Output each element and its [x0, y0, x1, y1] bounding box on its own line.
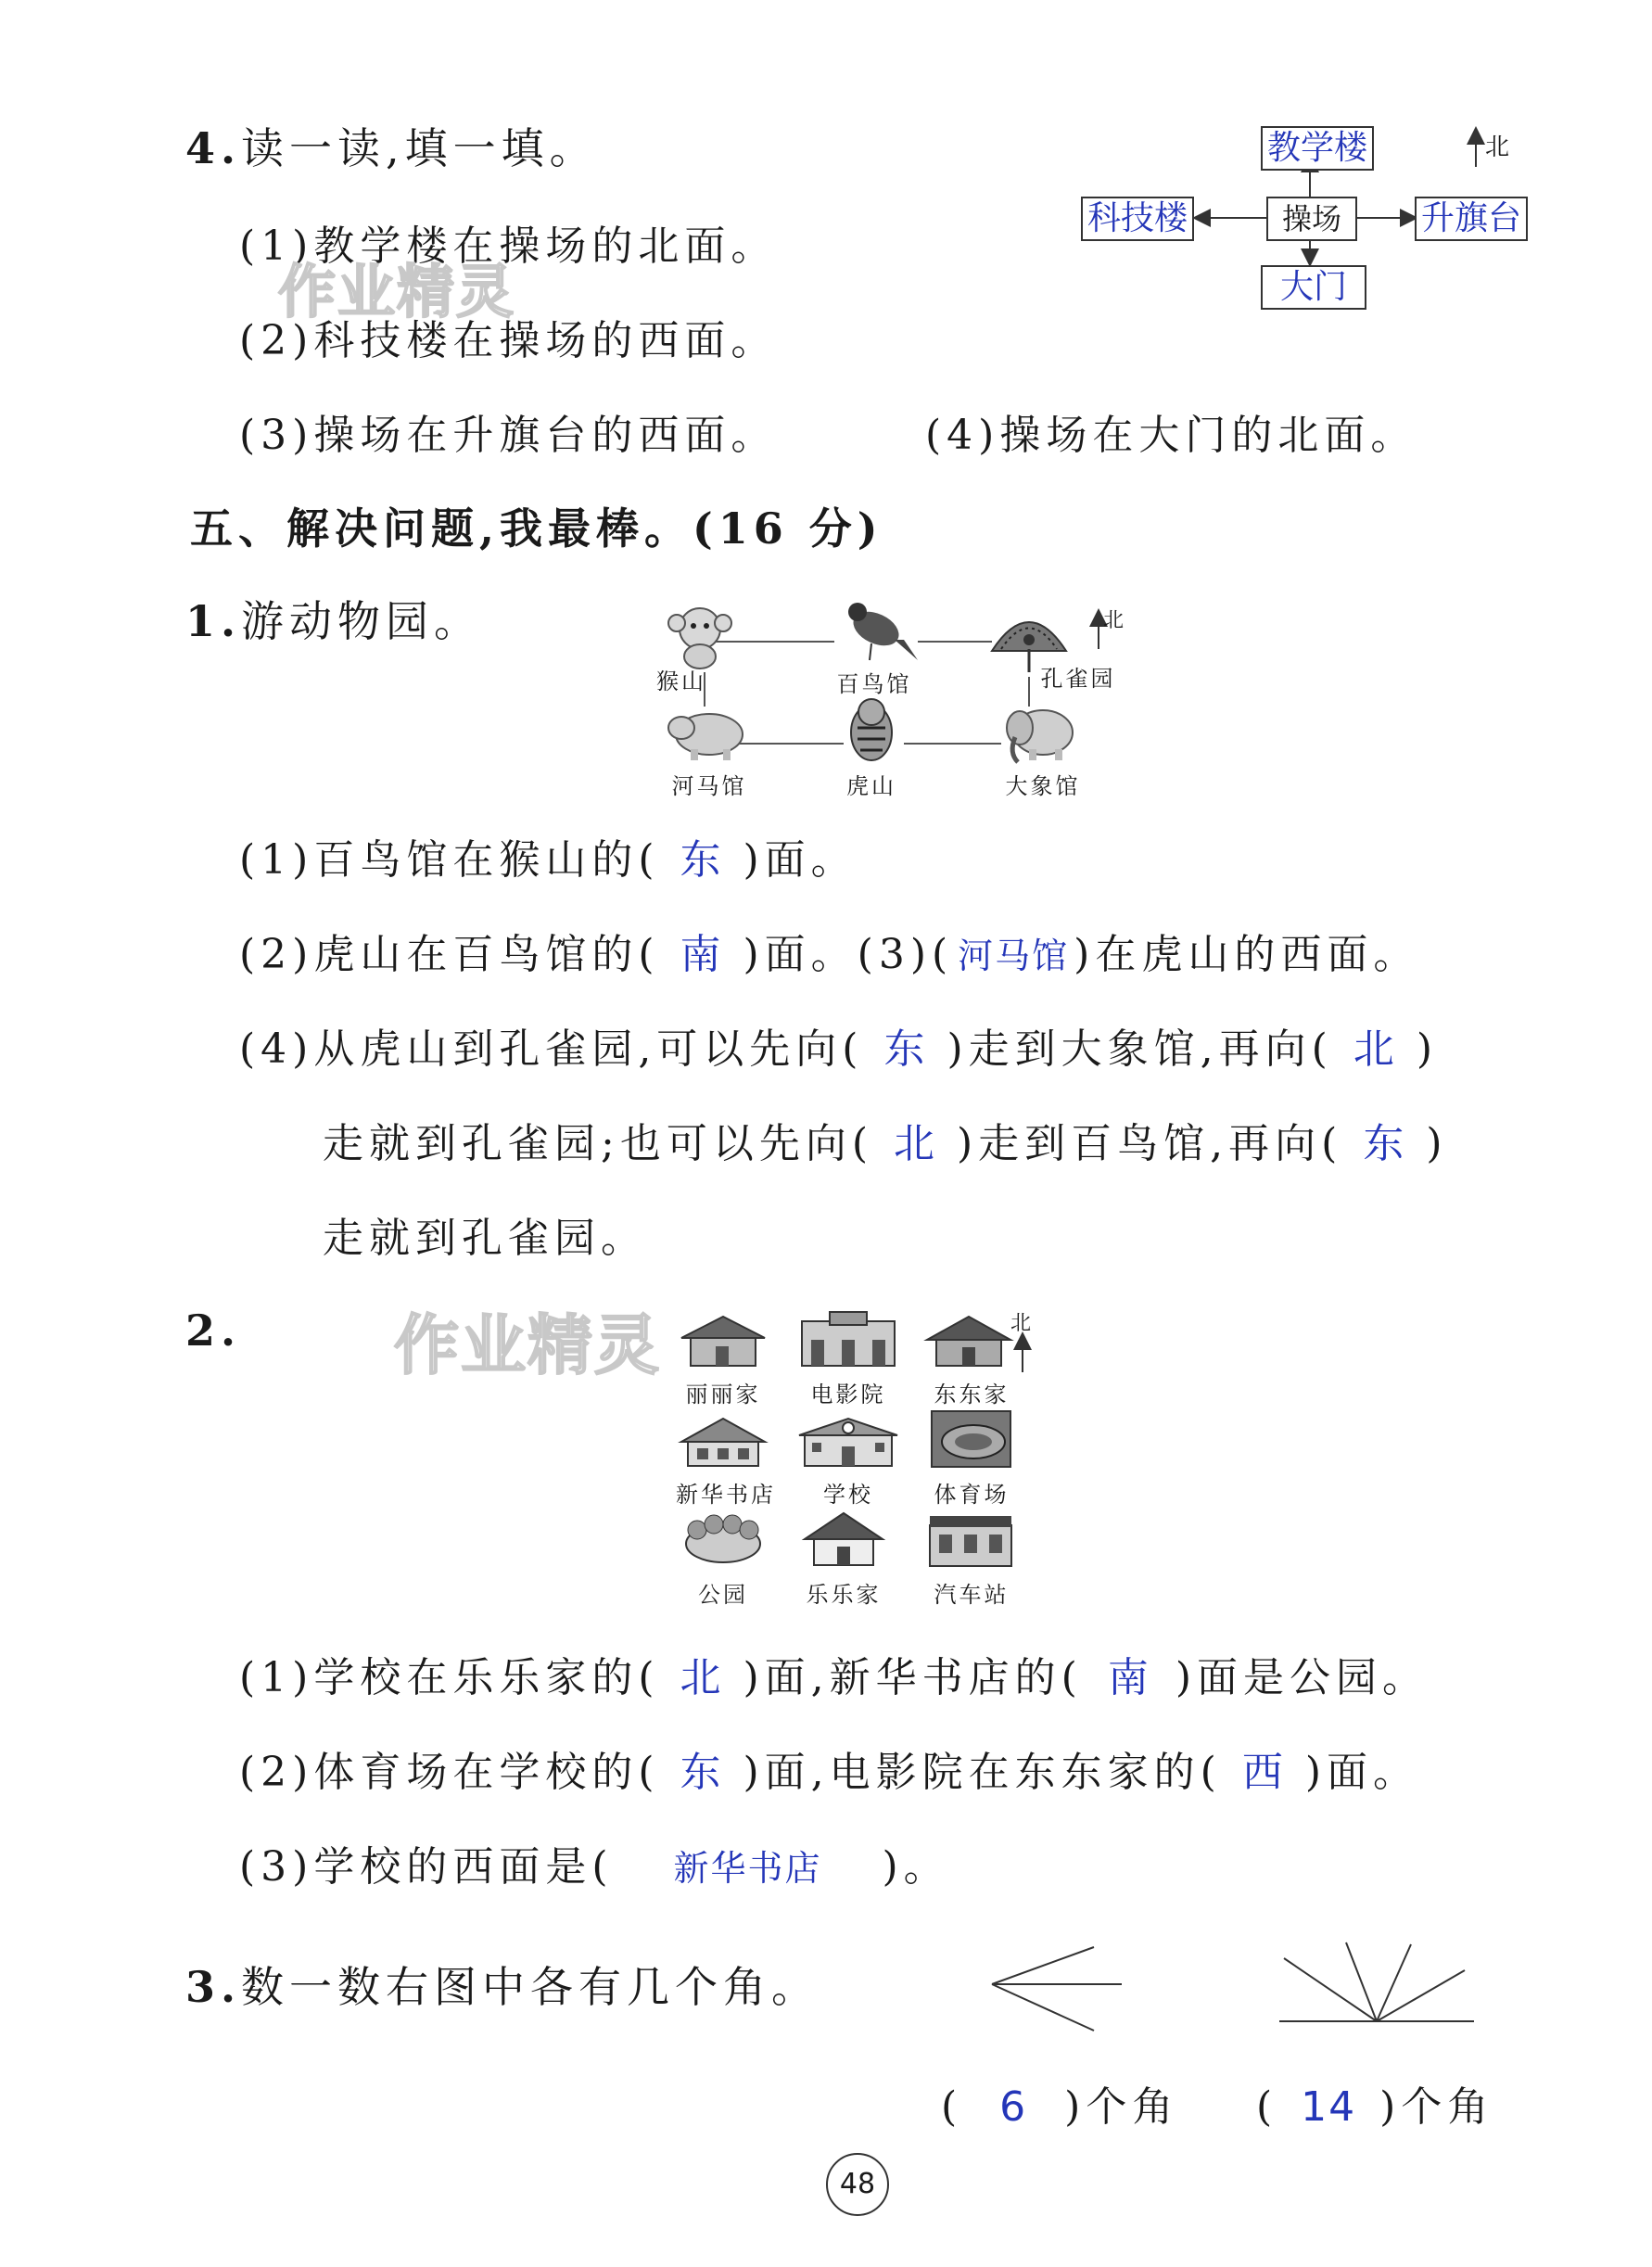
text: 走就到孔雀园;也可以先向( — [323, 1120, 873, 1167]
q4-item-2: (2)科技楼在操场的西面。 — [239, 317, 778, 364]
q4-item-1: (1)教学楼在操场的北面。 — [239, 223, 778, 270]
map-label-teaching-building: 教学楼 — [1261, 126, 1374, 171]
answer-blank: 6 — [999, 2083, 1028, 2131]
town-label-park: 公园 — [698, 1582, 748, 1608]
answer-blank: 北 — [680, 1654, 723, 1701]
town-north-label: 北 — [1010, 1312, 1032, 1335]
text: )面。(3)( — [743, 931, 954, 978]
map-label-flag-platform: 升旗台 — [1415, 197, 1528, 241]
map-label-science-building: 科技楼 — [1081, 197, 1194, 241]
text: (1)学校在乐乐家的( — [239, 1654, 660, 1701]
text: )面是公园。 — [1175, 1654, 1429, 1701]
q3-title: 数一数右图中各有几个角。 — [241, 1962, 820, 2012]
text: )面,新华书店的( — [743, 1654, 1083, 1701]
text: )在虎山的西面。 — [1074, 931, 1420, 978]
town-label-bus-station: 汽车站 — [934, 1582, 1010, 1608]
town-label-bookstore: 新华书店 — [676, 1482, 776, 1508]
zoo-label-tiger-hill: 虎山 — [846, 773, 896, 799]
town-label-stadium: 体育场 — [934, 1482, 1010, 1508]
q4-item-3: (3)操场在升旗台的西面。 — [239, 412, 778, 459]
q1-title: 游动物园。 — [241, 596, 483, 646]
text: (2)虎山在百鸟馆的( — [239, 931, 660, 978]
town-label-dongdong-home: 东东家 — [934, 1382, 1010, 1407]
zoo-label-monkey-hill: 猴山 — [656, 669, 706, 694]
text: )面,电影院在东东家的( — [743, 1749, 1222, 1796]
answer-blank: 北 — [894, 1120, 936, 1167]
answer-blank: 东 — [680, 836, 723, 884]
text: )个角 — [1064, 2083, 1179, 2131]
answer-blank: 东 — [680, 1749, 723, 1796]
q1-line-5: 走就到孔雀园。 — [323, 1215, 647, 1262]
map-label-gate: 大门 — [1261, 265, 1366, 310]
map-label-playground: 操场 — [1266, 197, 1357, 241]
answer-blank: 北 — [1353, 1025, 1396, 1073]
angle-figure-1 — [992, 1947, 1122, 2031]
text: (2)体育场在学校的( — [239, 1749, 660, 1796]
text: )走到大象馆,再向( — [947, 1025, 1333, 1073]
q4-item-4: (4)操场在大门的北面。 — [925, 412, 1417, 459]
answer-blank: 14 — [1301, 2083, 1357, 2131]
zoo-label-bird-hall: 百鸟馆 — [836, 671, 912, 697]
zoo-label-elephant-hall: 大象馆 — [1005, 773, 1081, 799]
zoo-north-label: 北 — [1103, 609, 1125, 632]
answer-blank: 西 — [1241, 1749, 1285, 1796]
zoo-label-peacock-garden: 孔雀园 — [1040, 666, 1116, 692]
page-number: 48 — [826, 2153, 889, 2216]
text: (4)从虎山到孔雀园,可以先向( — [239, 1025, 864, 1073]
text: )走到百鸟馆,再向( — [957, 1120, 1343, 1167]
text: )面。 — [1304, 1749, 1419, 1796]
q4-number: 4. — [185, 123, 242, 173]
answer-blank: 南 — [680, 931, 723, 978]
angle-figure-2 — [1279, 1942, 1474, 2021]
text: )面。 — [743, 836, 858, 884]
watermark: 作业精灵 — [278, 258, 516, 325]
answer-blank: 河马馆 — [958, 936, 1070, 976]
town-label-cinema: 电影院 — [810, 1382, 886, 1407]
text: )个角 — [1379, 2083, 1494, 2131]
town-label-school: 学校 — [823, 1482, 873, 1508]
text: (1)百鸟馆在猴山的( — [239, 836, 660, 884]
answer-blank: 东 — [1363, 1120, 1406, 1167]
q3-answer-1 — [941, 2080, 1178, 2135]
text: ( — [1256, 2083, 1278, 2131]
q4-title: 读一读,填一填。 — [241, 123, 598, 173]
answer-blank: 南 — [1107, 1654, 1150, 1701]
section-5-title: 五、解决问题,我最棒。(16 分) — [190, 503, 883, 554]
watermark: 作业精灵 — [394, 1307, 661, 1383]
town-label-lele-home: 乐乐家 — [806, 1582, 882, 1608]
q3-number: 3. — [185, 1962, 242, 2012]
text: )。 — [882, 1843, 950, 1891]
text: ) — [1416, 1025, 1438, 1073]
answer-blank: 新华书店 — [673, 1848, 822, 1889]
answer-blank: 东 — [883, 1025, 927, 1073]
q3-answer-2 — [1256, 2080, 1493, 2135]
zoo-label-hippo-hall: 河马馆 — [671, 773, 747, 799]
text: ) — [1426, 1120, 1448, 1167]
town-label-lili-home: 丽丽家 — [685, 1382, 761, 1407]
q2-number: 2. — [185, 1305, 242, 1356]
north-label: 北 — [1485, 134, 1510, 161]
text: (3)学校的西面是( — [239, 1843, 614, 1891]
text: ( — [941, 2083, 963, 2131]
q1-number: 1. — [185, 596, 242, 646]
